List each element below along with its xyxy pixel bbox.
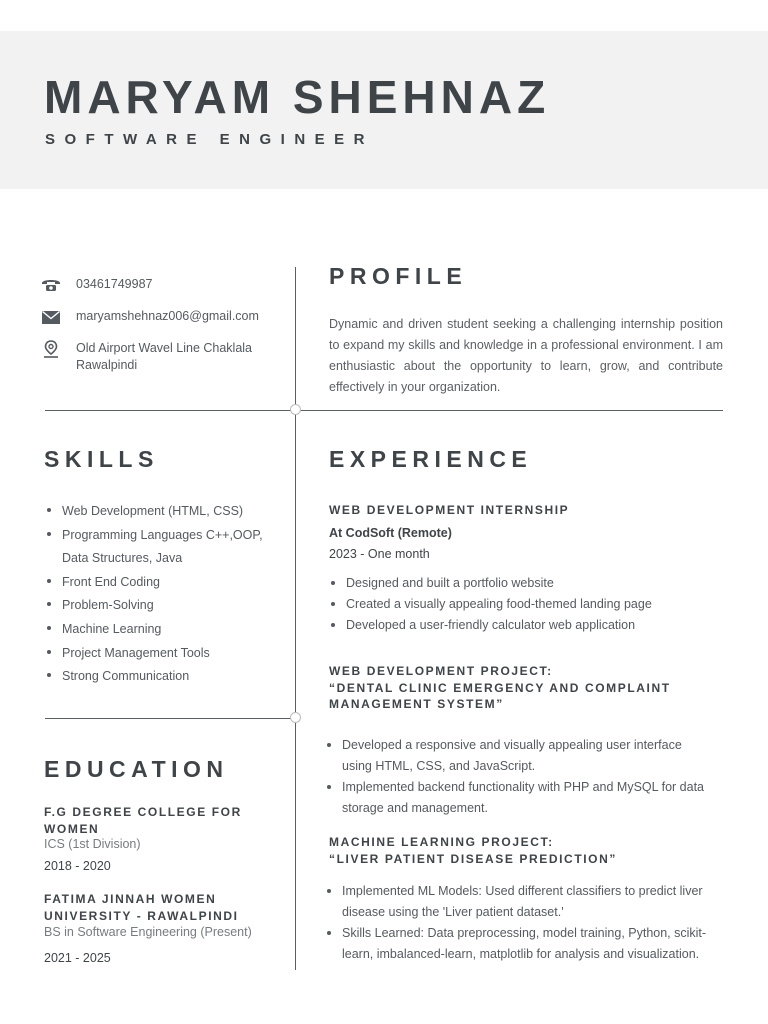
list-item: Skills Learned: Data preprocessing, model training, Python, scikit-learn, imbalanced-learn, matplotlib for analysis and visualization. — [325, 923, 720, 965]
skills-list — [45, 500, 285, 689]
skill-item: Machine Learning — [45, 618, 285, 642]
ml-project-bullets — [325, 881, 720, 965]
skill-item: Front End Coding — [45, 571, 285, 595]
phone-number[interactable]: 03461749987 — [76, 277, 153, 291]
internship-bullets — [329, 573, 729, 636]
phone-icon — [41, 276, 61, 294]
skill-item: Strong Communication — [45, 665, 285, 689]
dental-project-title-line: MANAGEMENT SYSTEM” — [329, 697, 504, 711]
horizontal-divider-top — [45, 410, 723, 411]
skill-item: Programming Languages C++,OOP, Data Structures, Java — [45, 524, 285, 571]
dental-project-title-line: “DENTAL CLINIC EMERGENCY AND COMPLAINT — [329, 680, 671, 695]
divider-junction-dot — [290, 404, 301, 415]
dental-project-title — [329, 663, 671, 713]
ml-project-title-line: “LIVER PATIENT DISEASE PREDICTION” — [329, 851, 617, 866]
dental-project-bullets — [325, 735, 705, 819]
contact-address-row — [41, 340, 276, 374]
education-years: 2021 - 2025 — [44, 951, 111, 965]
email-address[interactable]: maryamshehnaz006@gmail.com — [76, 309, 259, 323]
envelope-icon — [41, 308, 61, 326]
education-years: 2018 - 2020 — [44, 859, 111, 873]
profile-heading: PROFILE — [329, 263, 468, 289]
education-school: F.G DEGREE COLLEGE FOR WOMEN — [44, 805, 242, 836]
ml-project-title — [329, 834, 617, 867]
education-school: FATIMA JINNAH WOMEN UNIVERSITY - RAWALPINDI — [44, 892, 239, 923]
dental-project-title-line: WEB DEVELOPMENT PROJECT: — [329, 664, 553, 678]
list-item: Implemented backend functionality with PHP and MySQL for data storage and management. — [325, 777, 705, 819]
candidate-name: MARYAM SHEHNAZ — [44, 71, 551, 123]
vertical-divider — [295, 267, 296, 970]
list-item: Developed a user-friendly calculator web application — [329, 615, 729, 636]
skills-heading: SKILLS — [44, 446, 159, 472]
contact-email-row — [41, 308, 286, 326]
divider-junction-dot — [290, 712, 301, 723]
list-item: Developed a responsive and visually appealing user interface using HTML, CSS, and JavaScript. — [325, 735, 705, 777]
skill-item: Web Development (HTML, CSS) — [45, 500, 285, 524]
skill-item: Problem-Solving — [45, 594, 285, 618]
job-title-heading: SOFTWARE ENGINEER — [45, 131, 375, 148]
list-item: Created a visually appealing food-themed landing page — [329, 594, 729, 615]
skill-item: Project Management Tools — [45, 642, 285, 666]
internship-title: WEB DEVELOPMENT INTERNSHIP — [329, 503, 570, 517]
list-item: Designed and built a portfolio website — [329, 573, 729, 594]
education-degree: ICS (1st Division) — [44, 837, 141, 851]
horizontal-divider-bottom — [45, 718, 295, 719]
ml-project-title-line: MACHINE LEARNING PROJECT: — [329, 835, 554, 849]
education-heading: EDUCATION — [44, 756, 229, 782]
internship-period: 2023 - One month — [329, 547, 430, 561]
profile-summary: Dynamic and driven student seeking a challenging internship position to expand my skills and knowledge in a professional environment. I am enthusiastic about the opportunity to learn, grow, and contribute effectively in your organization. — [329, 317, 723, 394]
home-address: Old Airport Wavel Line Chaklala Rawalpindi — [76, 341, 253, 372]
internship-company: At CodSoft (Remote) — [329, 526, 452, 540]
education-degree: BS in Software Engineering (Present) — [44, 925, 252, 939]
list-item: Implemented ML Models: Used different classifiers to predict liver disease using the 'Liver patient dataset.' — [325, 881, 720, 923]
experience-heading: EXPERIENCE — [329, 446, 533, 472]
location-pin-icon — [41, 340, 61, 358]
contact-phone-row — [41, 276, 286, 294]
